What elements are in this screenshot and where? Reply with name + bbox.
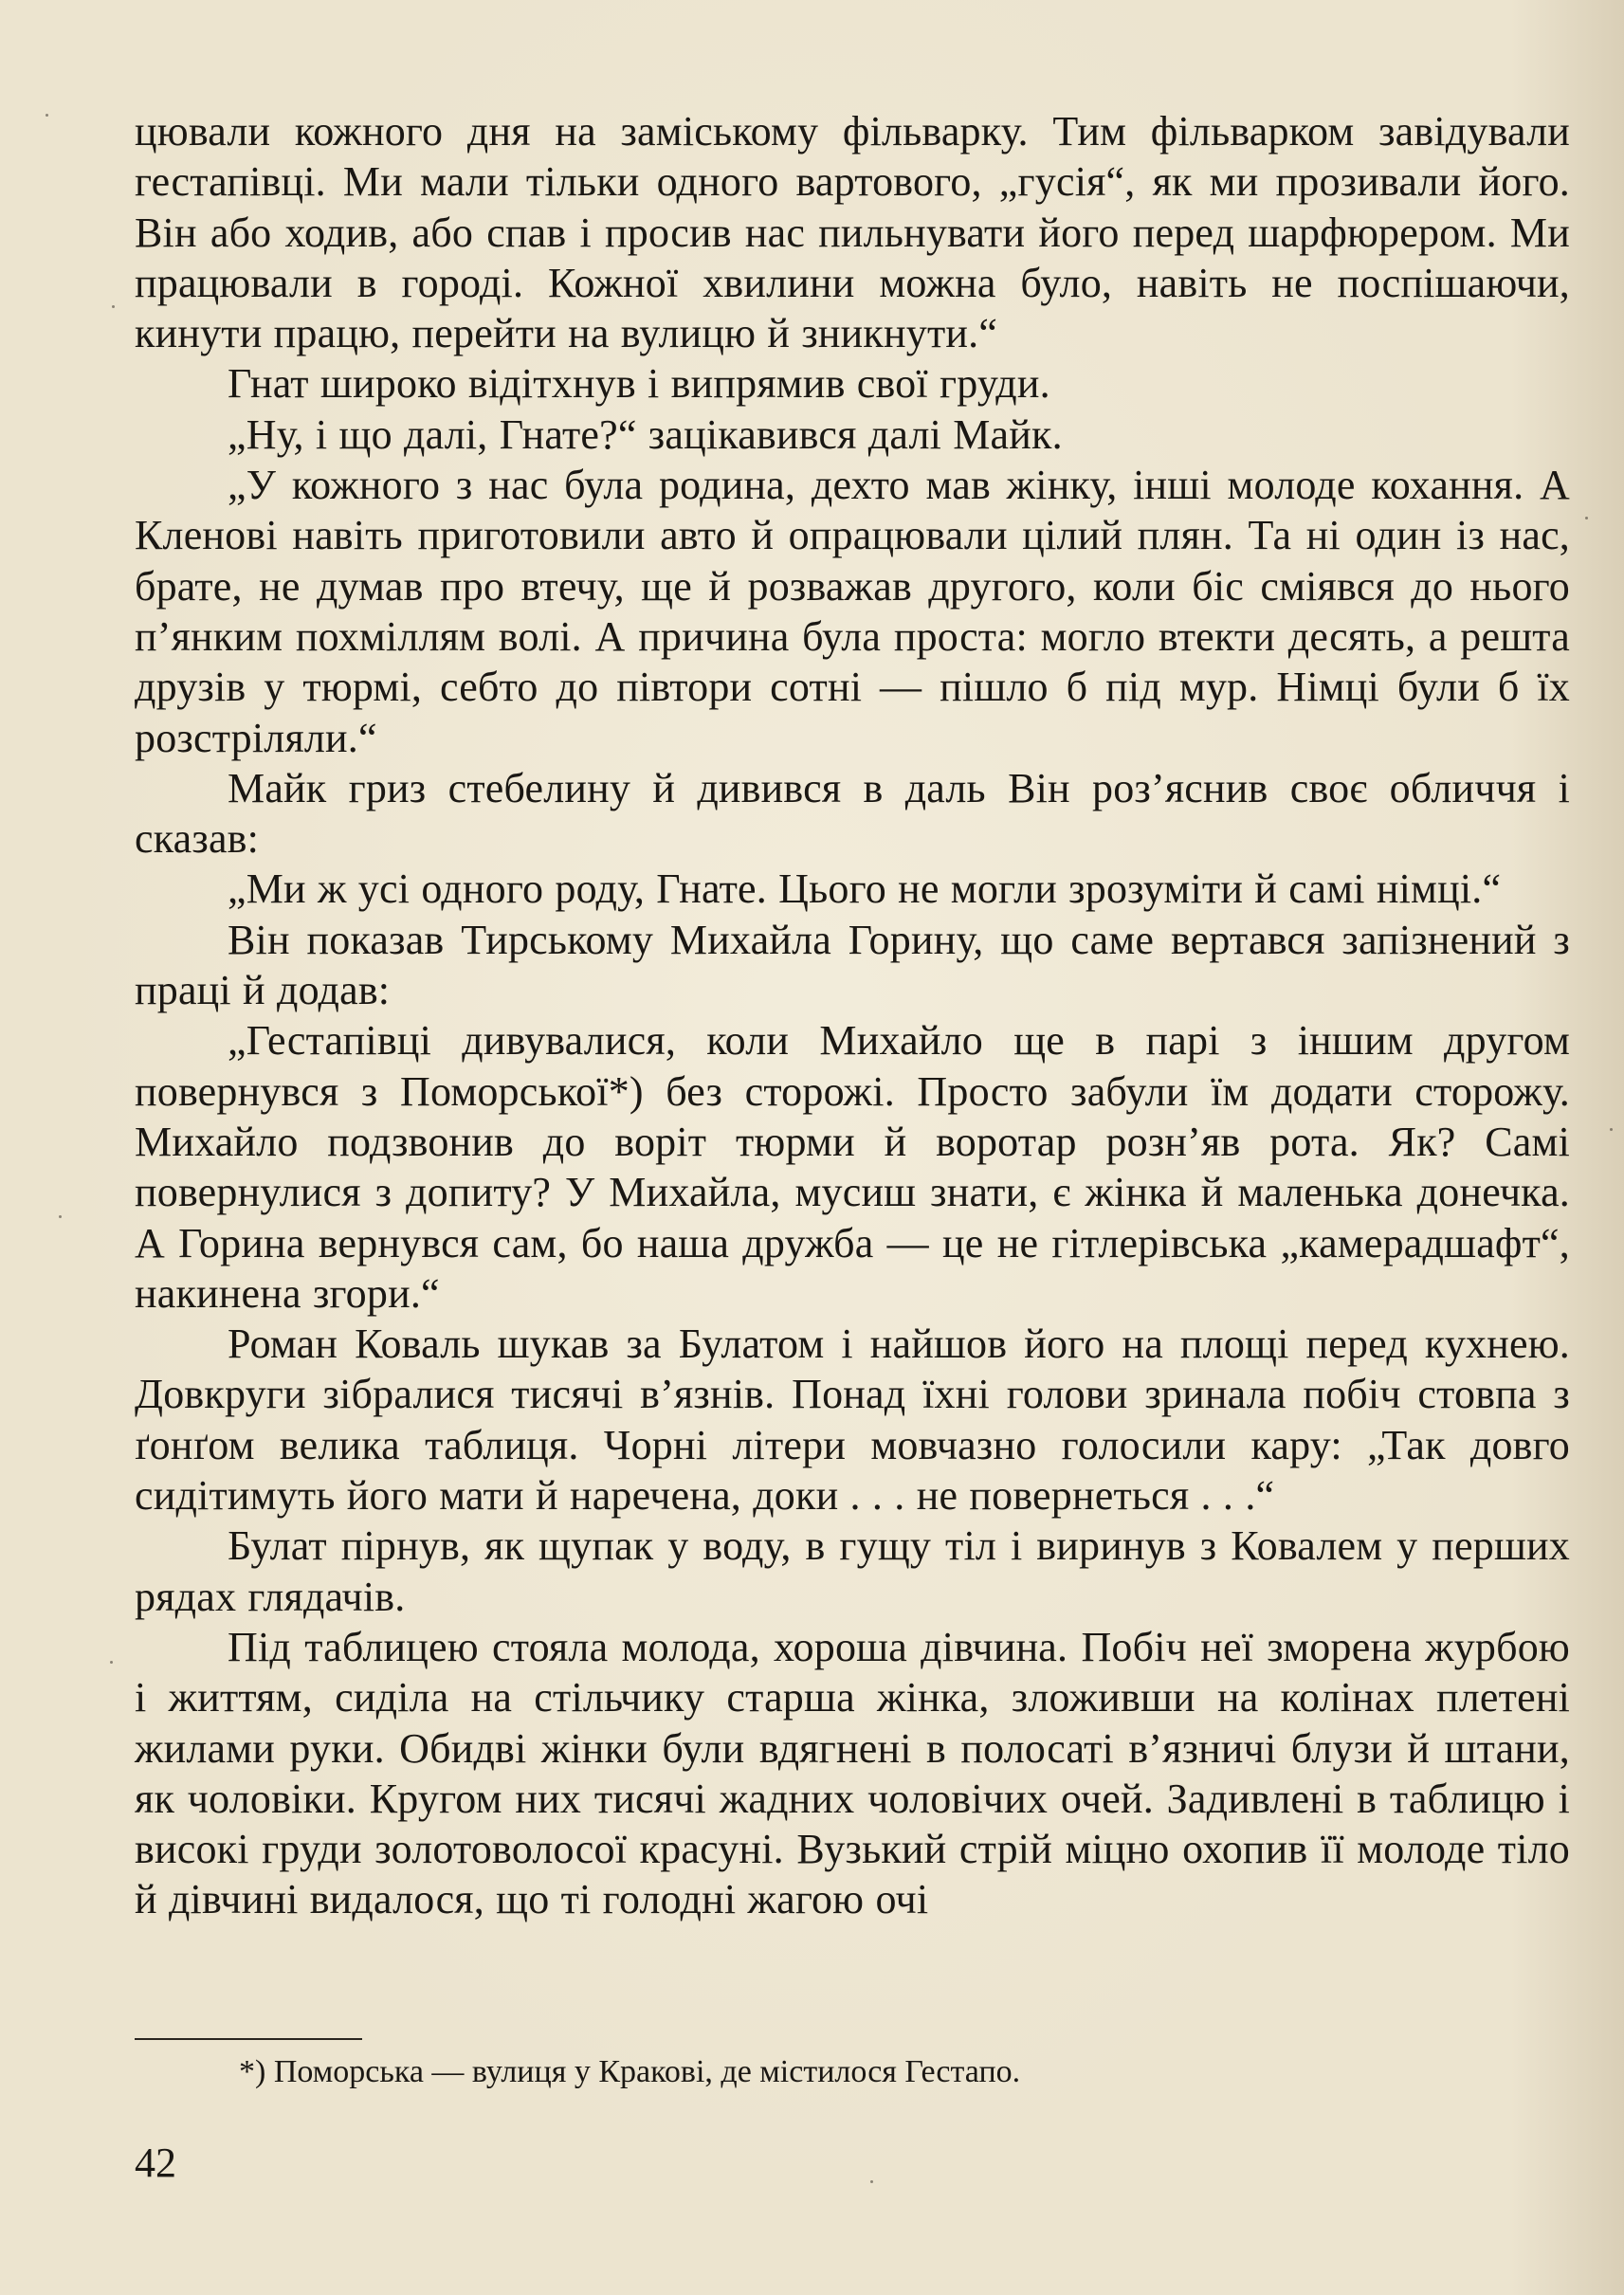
paper-speck (46, 114, 48, 117)
footnote: *) Поморська — вулиця у Кракові, де містилося Гестапо. (239, 2054, 1021, 2089)
paper-speck (112, 305, 115, 308)
paragraph-2: Гнат широко відітхнув і випрямив свої груди. (228, 360, 1050, 408)
paragraph-1: цювали кожного дня на заміському фільварку. Тим фільварком завідували гестапівці. Ми мали тільки одного вартового, „гусія“, як ми прозивали його. Він або ходив, або спав і просив нас пильнувати його перед шарфюрером. Ми працювали в городі. Кожної хвилини можна було, навіть не поспішаючи, кинути працю, перейти на вулицю й зникнути.“ (135, 108, 1570, 357)
paragraph-9: Роман Коваль шукав за Булатом і найшов його на площі перед кухнею. Довкруги зібралися тисячі в’язнів. Понад їхні голови зринала побіч стовпа з ґонґом велика таблиця. Чорні літери мовчазно голосили кару: „Так довго сидітимуть його мати й наречена, доки . . . не повернеться . . .“ (135, 1321, 1570, 1520)
paper-speck (59, 1215, 62, 1218)
paragraph-3: „Ну, і що далі, Гнате?“ зацікавився далі Майк. (228, 410, 1063, 458)
footnote-divider (135, 2038, 362, 2040)
paragraph-6: „Ми ж усі одного роду, Гнате. Цього не могли зрозуміти й самі німці.“ (228, 865, 1502, 913)
paper-speck (870, 2180, 873, 2183)
paper-speck (110, 1661, 113, 1664)
page-number: 42 (135, 2140, 176, 2186)
paragraph-11: Під таблицею стояла молода, хороша дівчина. Побіч неї зморена журбою і життям, сиділа на стільчику старша жінка, зложивши на колінах плетені жилами руки. Обидві жінки були вдягнені в полосаті в’язничі блузи й штани, як чоловіки. Кругом них тисячі жадних чоловічих очей. Задивлені в таблицю і високі груди золотоволосої красуні. Вузький стрій міцно охопив її молоде тіло й дівчині видалося, що ті голодні жагою очі (135, 1623, 1570, 1923)
paper-speck (1610, 1128, 1613, 1131)
paragraph-10: Булат пірнув, як щупак у воду, в гущу тіл і виринув з Ковалем у перших рядах глядачів. (135, 1522, 1570, 1620)
paragraph-5: Майк гриз стебелину й дивився в даль Він роз’яснив своє обличчя і сказав: (135, 764, 1570, 863)
paper-speck (1585, 517, 1588, 519)
paragraph-4: „У кожного з нас була родина, дехто мав жінку, інші молоде кохання. А Кленові навіть приготовили авто й опрацювали цілий плян. Та ні один із нас, брате, не думав про втечу, ще й розважав другого, коли біс сміявся до нього п’янким похміллям волі. А причина була проста: могло втекти десять, а решта друзів у тюрмі, себто до півтори сотні — пішло б під мур. Німці були б їх розстріляли.“ (135, 462, 1570, 761)
paragraph-8: „Гестапівці дивувалися, коли Михайло ще в парі з іншим другом повернувся з Поморської*) без сторожі. Просто забули їм додати сторожу. Михайло подзвонив до воріт тюрми й воротар розн’яв рота. Як? Самі повернулися з допиту? У Михайла, мусиш знати, є жінка й маленька донечка. А Горина вернувся сам, бо наша дружба — це не гітлерівська „камерадшафт“, накинена згори.“ (135, 1017, 1570, 1317)
body-text (135, 106, 1570, 1925)
paragraph-7: Він показав Тирському Михайла Горину, що саме вертався запізнений з праці й додав: (135, 916, 1570, 1014)
